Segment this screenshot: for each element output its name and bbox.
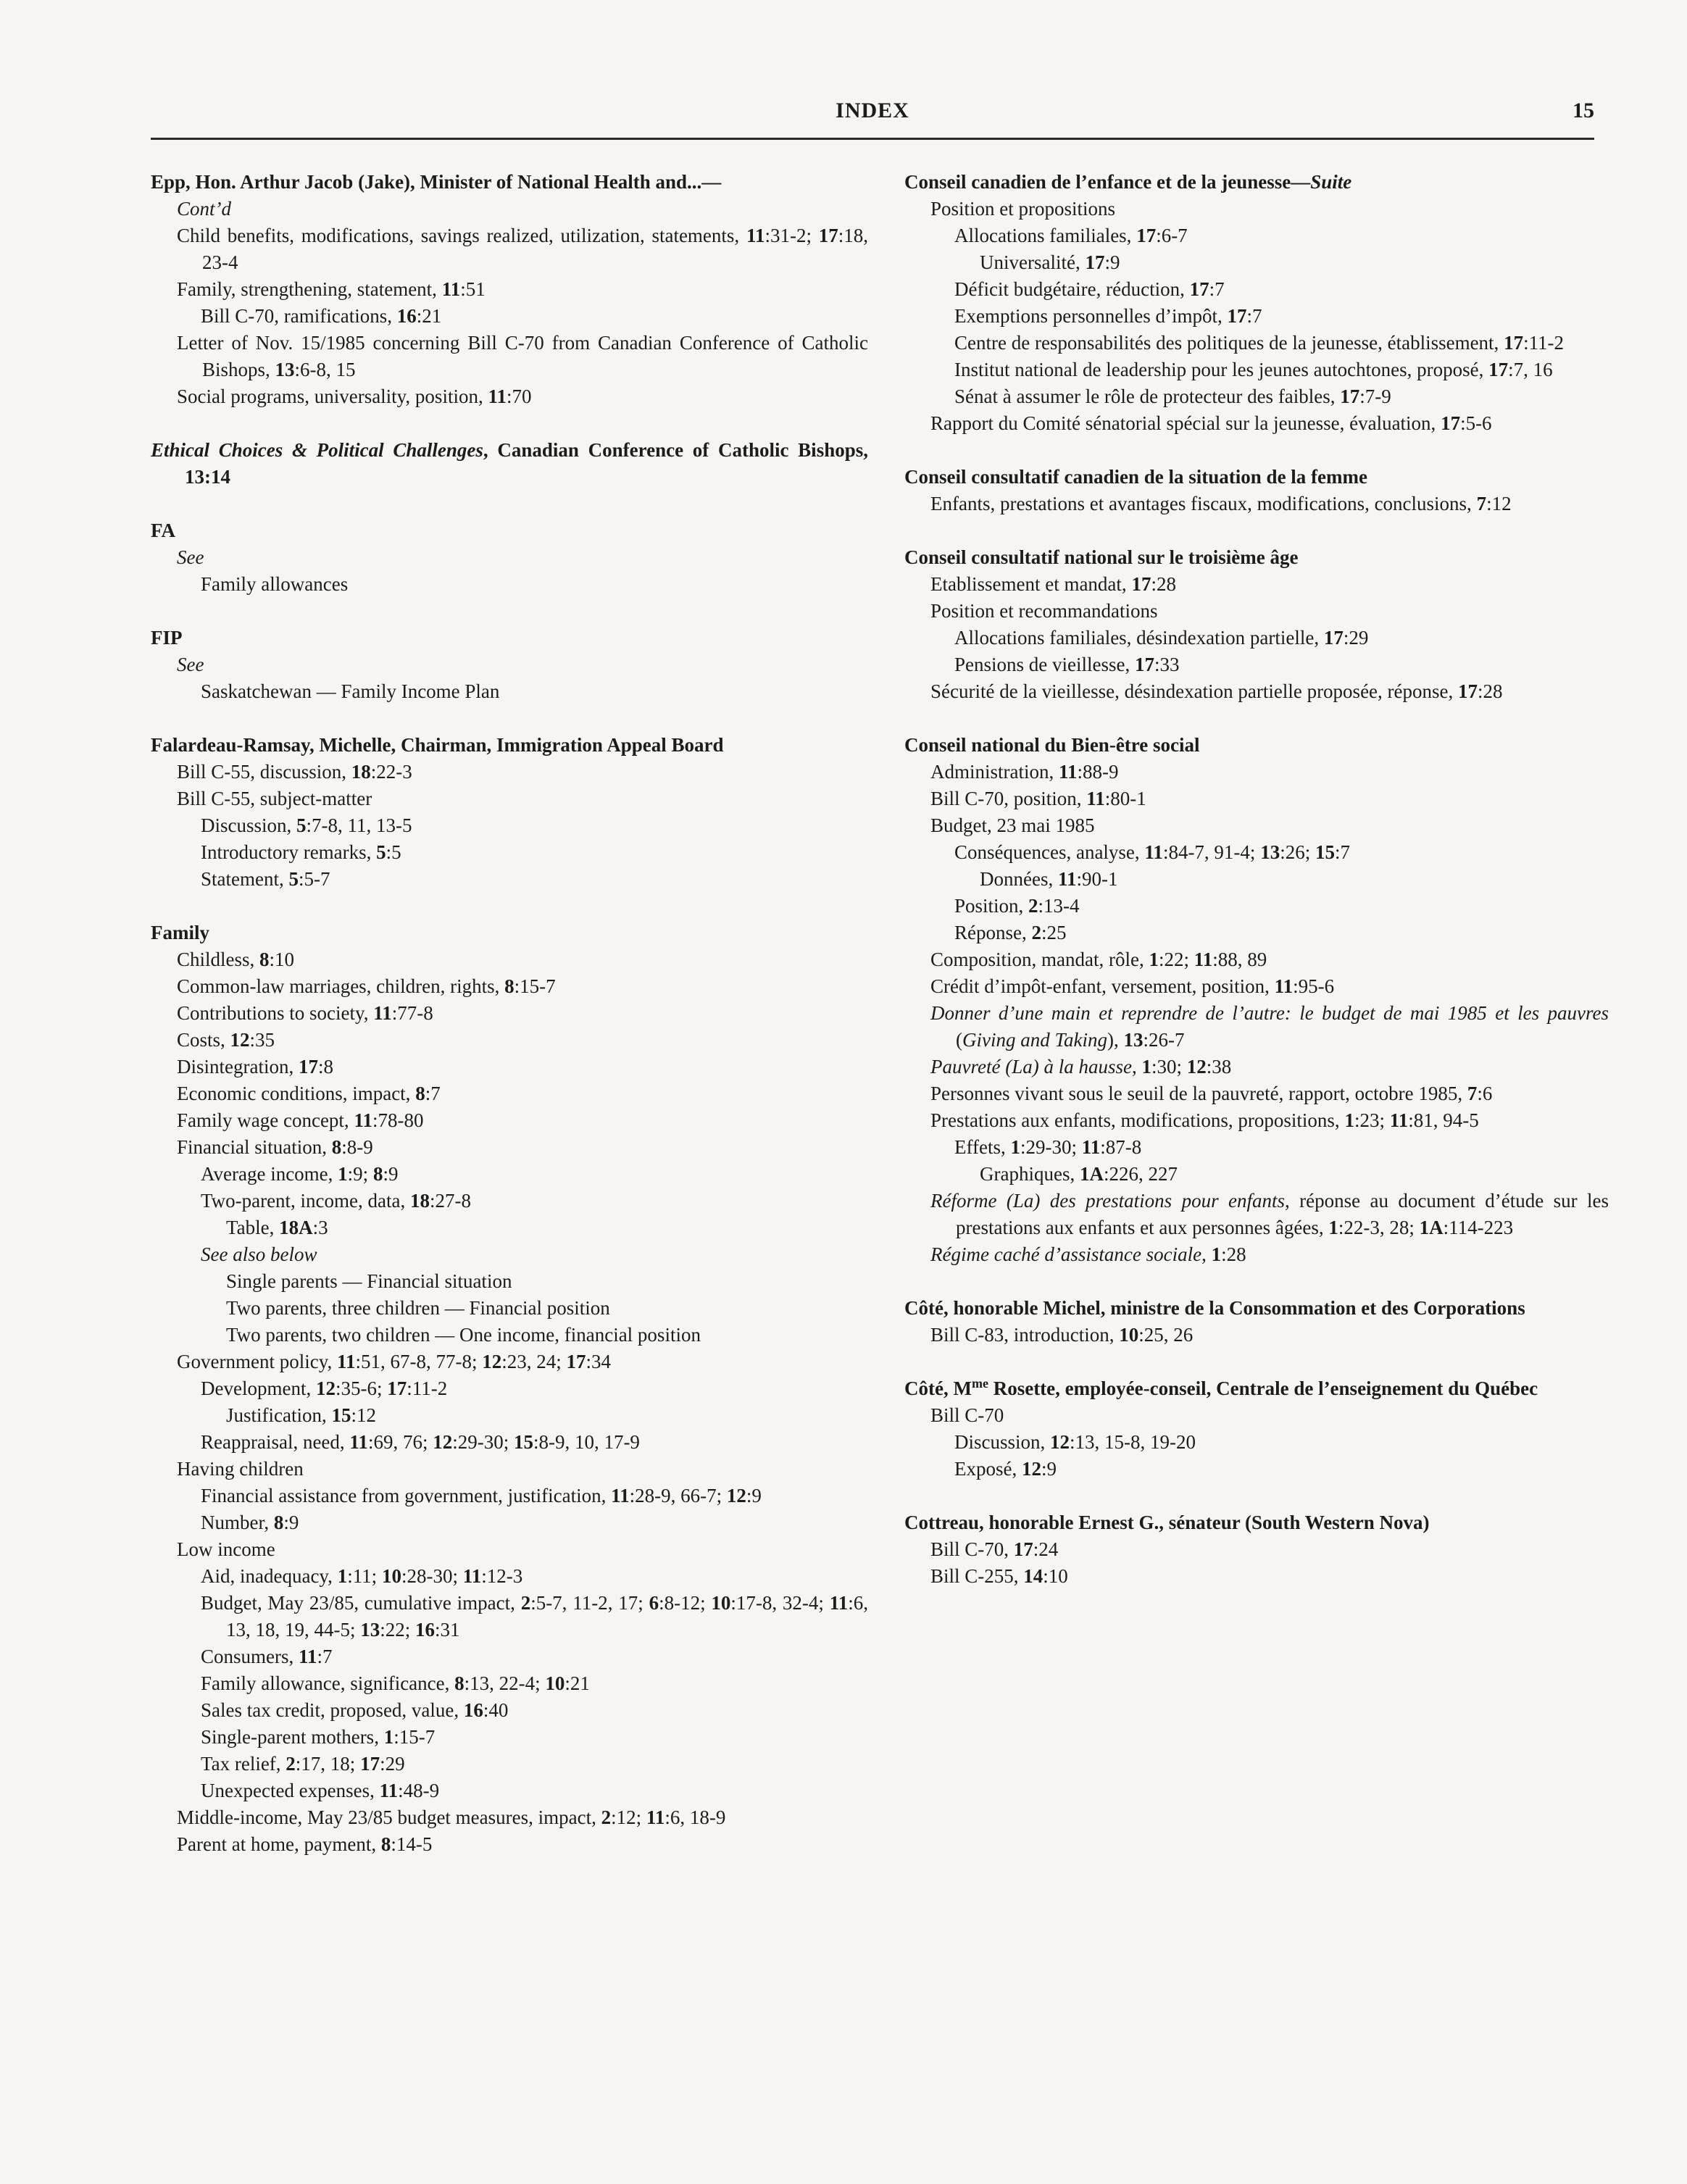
index-subentry: Administration, 11:88-9: [930, 761, 1119, 783]
index-subentry: Unexpected expenses, 11:48-9: [201, 1780, 440, 1801]
index-subentry: Family wage concept, 11:78-80: [177, 1109, 424, 1131]
index-subentry: Discussion, 5:7-8, 11, 13-5: [201, 814, 412, 836]
page-header: [151, 93, 1594, 136]
index-subentry: Bill C-255, 14:10: [930, 1565, 1068, 1587]
index-subentry: Rapport du Comité sénatorial spécial sur la jeunesse, évaluation, 17:5-6: [930, 412, 1492, 434]
index-heading: Falardeau-Ramsay, Michelle, Chairman, Immigration Appeal Board: [151, 734, 724, 756]
page-title: INDEX: [836, 99, 909, 122]
index-subentry: Table, 18A:3: [226, 1217, 328, 1238]
index-subentry: Financial assistance from government, justification, 11:28-9, 66-7; 12:9: [201, 1485, 762, 1506]
index-subentry: Personnes vivant sous le seuil de la pauvreté, rapport, octobre 1985, 7:6: [930, 1083, 1493, 1104]
index-subentry: Bill C-70, ramifications, 16:21: [201, 305, 442, 327]
index-subentry: Family, strengthening, statement, 11:51: [177, 278, 486, 300]
index-subentry: Bill C-55, discussion, 18:22-3: [177, 761, 412, 783]
index-subentry: Donner d’une main et reprendre de l’autre: le budget de mai 1985 et les pauvres (Giving and Taking), 13:26-7: [930, 1002, 1609, 1051]
index-subentry: See: [177, 546, 204, 568]
index-subentry: See: [177, 654, 204, 675]
index-subentry: Reappraisal, need, 11:69, 76; 12:29-30; 15:8-9, 10, 17-9: [201, 1431, 640, 1453]
index-heading: Ethical Choices & Political Challenges, Canadian Conference of Catholic Bishops, 13:14: [151, 439, 868, 488]
index-subentry: Données, 11:90-1: [980, 868, 1118, 890]
index-subentry: Child benefits, modifications, savings realized, utilization, statements, 11:31-2; 17:18, 23-4: [177, 225, 868, 273]
index-subentry: Crédit d’impôt-enfant, versement, position, 11:95-6: [930, 975, 1335, 997]
index-subentry: Introductory remarks, 5:5: [201, 841, 401, 863]
index-subentry: Institut national de leadership pour les jeunes autochtones, proposé, 17:7, 16: [954, 359, 1553, 380]
index-subentry: Statement, 5:5-7: [201, 868, 330, 890]
index-subentry: Universalité, 17:9: [980, 251, 1120, 273]
index-subentry: Conséquences, analyse, 11:84-7, 91-4; 13:26; 15:7: [954, 841, 1350, 863]
index-heading: FIP: [151, 627, 183, 649]
index-subentry: Contributions to society, 11:77-8: [177, 1002, 433, 1024]
index-subentry: Low income: [177, 1538, 275, 1560]
index-heading: Conseil consultatif national sur le troisième âge: [904, 546, 1299, 568]
index-subentry: Budget, 23 mai 1985: [930, 814, 1095, 836]
index-subentry: Composition, mandat, rôle, 1:22; 11:88, 89: [930, 949, 1267, 970]
index-heading: Epp, Hon. Arthur Jacob (Jake), Minister of National Health and...—: [151, 171, 722, 193]
index-subentry: Social programs, universality, position, 11:70: [177, 385, 532, 407]
index-subentry: See also below: [201, 1243, 317, 1265]
index-subentry: Sécurité de la vieillesse, désindexation partielle proposée, réponse, 17:28: [930, 680, 1503, 702]
index-heading: FA: [151, 520, 175, 541]
index-subentry: Etablissement et mandat, 17:28: [930, 573, 1176, 595]
index-subentry: Déficit budgétaire, réduction, 17:7: [954, 278, 1225, 300]
index-subentry: Number, 8:9: [201, 1512, 299, 1533]
index-subentry: Justification, 15:12: [226, 1404, 376, 1426]
index-subentry: Régime caché d’assistance sociale, 1:28: [930, 1243, 1246, 1265]
index-subentry: Parent at home, payment, 8:14-5: [177, 1833, 433, 1855]
index-subentry: Consumers, 11:7: [201, 1646, 333, 1667]
index-subentry: Two-parent, income, data, 18:27-8: [201, 1190, 471, 1212]
index-subentry: Having children: [177, 1458, 304, 1480]
index-subentry: Enfants, prestations et avantages fiscaux, modifications, conclusions, 7:12: [930, 493, 1512, 514]
index-heading: Côté, honorable Michel, ministre de la Consommation et des Corporations: [904, 1297, 1525, 1319]
index-heading: Conseil consultatif canadien de la situation de la femme: [904, 466, 1367, 488]
index-heading: Conseil canadien de l’enfance et de la jeunesse—Suite: [904, 171, 1352, 193]
index-subentry: Exemptions personnelles d’impôt, 17:7: [954, 305, 1262, 327]
index-subentry: Saskatchewan — Family Income Plan: [201, 680, 500, 702]
right-column: [904, 169, 1609, 1590]
index-subentry: Single-parent mothers, 1:15-7: [201, 1726, 436, 1748]
index-subentry: Bill C-70, position, 11:80-1: [930, 788, 1146, 809]
index-subentry: Aid, inadequacy, 1:11; 10:28-30; 11:12-3: [201, 1565, 523, 1587]
index-heading: Family: [151, 922, 209, 943]
index-subentry: Centre de responsabilités des politiques de la jeunesse, établissement, 17:11-2: [954, 332, 1565, 354]
index-subentry: Costs, 12:35: [177, 1029, 275, 1051]
index-subentry: Average income, 1:9; 8:9: [201, 1163, 399, 1185]
index-subentry: Graphiques, 1A:226, 227: [980, 1163, 1178, 1185]
header-rule: [151, 138, 1594, 140]
index-subentry: Common-law marriages, children, rights, 8:15-7: [177, 975, 556, 997]
index-subentry: Family allowances: [201, 573, 349, 595]
page-number: 15: [1573, 99, 1594, 122]
index-subentry: Government policy, 11:51, 67-8, 77-8; 12:23, 24; 17:34: [177, 1351, 611, 1372]
index-subentry: Allocations familiales, 17:6-7: [954, 225, 1188, 246]
index-subentry: Bill C-83, introduction, 10:25, 26: [930, 1324, 1194, 1346]
index-subentry: Financial situation, 8:8-9: [177, 1136, 373, 1158]
index-subentry: Two parents, two children — One income, financial position: [226, 1324, 701, 1346]
index-subentry: Exposé, 12:9: [954, 1458, 1057, 1480]
index-subentry: Réponse, 2:25: [954, 922, 1067, 943]
index-subentry: Pensions de vieillesse, 17:33: [954, 654, 1180, 675]
index-subentry: Bill C-70, 17:24: [930, 1538, 1059, 1560]
index-subentry: Sénat à assumer le rôle de protecteur des faibles, 17:7-9: [954, 385, 1391, 407]
index-heading: Côté, $M^{me}$ Rosette, employée-conseil, Centrale de l’enseignement du Québec: [904, 1376, 1538, 1399]
index-subentry: Two parents, three children — Financial position: [226, 1297, 610, 1319]
index-subentry: Single parents — Financial situation: [226, 1270, 512, 1292]
index-subentry: Bill C-70: [930, 1404, 1004, 1426]
index-subentry: Position et recommandations: [930, 600, 1158, 622]
index-subentry: Disintegration, 17:8: [177, 1056, 333, 1078]
index-subentry: Economic conditions, impact, 8:7: [177, 1083, 441, 1104]
index-subentry: Family allowance, significance, 8:13, 22-4; 10:21: [201, 1672, 590, 1694]
index-heading: Conseil national du Bien-être social: [904, 734, 1200, 756]
index-subentry: Position et propositions: [930, 198, 1116, 220]
index-subentry: Development, 12:35-6; 17:11-2: [201, 1377, 448, 1399]
index-subentry: Pauvreté (La) à la hausse, 1:30; 12:38: [930, 1056, 1232, 1078]
index-subentry: Position, 2:13-4: [954, 895, 1080, 917]
index-subentry: Letter of Nov. 15/1985 concerning Bill C-70 from Canadian Conference of Catholic Bishops, 13:6-8, 15: [177, 332, 868, 380]
left-column: [151, 169, 868, 1858]
index-subentry: Tax relief, 2:17, 18; 17:29: [201, 1753, 405, 1775]
index-subentry: Cont’d: [177, 198, 232, 220]
index-subentry: Sales tax credit, proposed, value, 16:40: [201, 1699, 509, 1721]
index-subentry: Réforme (La) des prestations pour enfants, réponse au document d’étude sur les prestations aux enfants et aux personnes âgées, 1:22-3, 28; 1A:114-223: [930, 1190, 1609, 1238]
index-subentry: Budget, May 23/85, cumulative impact, 2:5-7, 11-2, 17; 6:8-12; 10:17-8, 32-4; 11:6, 13, 18, 19, 44-5; 13:22; 16:31: [201, 1592, 868, 1641]
index-subentry: Childless, 8:10: [177, 949, 295, 970]
index-subentry: Discussion, 12:13, 15-8, 19-20: [954, 1431, 1196, 1453]
index-subentry: Allocations familiales, désindexation partielle, 17:29: [954, 627, 1369, 649]
index-subentry: Effets, 1:29-30; 11:87-8: [954, 1136, 1142, 1158]
index-subentry: Bill C-55, subject-matter: [177, 788, 372, 809]
index-subentry: Prestations aux enfants, modifications, propositions, 1:23; 11:81, 94-5: [930, 1109, 1479, 1131]
index-subentry: Middle-income, May 23/85 budget measures, impact, 2:12; 11:6, 18-9: [177, 1806, 726, 1828]
index-heading: Cottreau, honorable Ernest G., sénateur (South Western Nova): [904, 1512, 1430, 1533]
